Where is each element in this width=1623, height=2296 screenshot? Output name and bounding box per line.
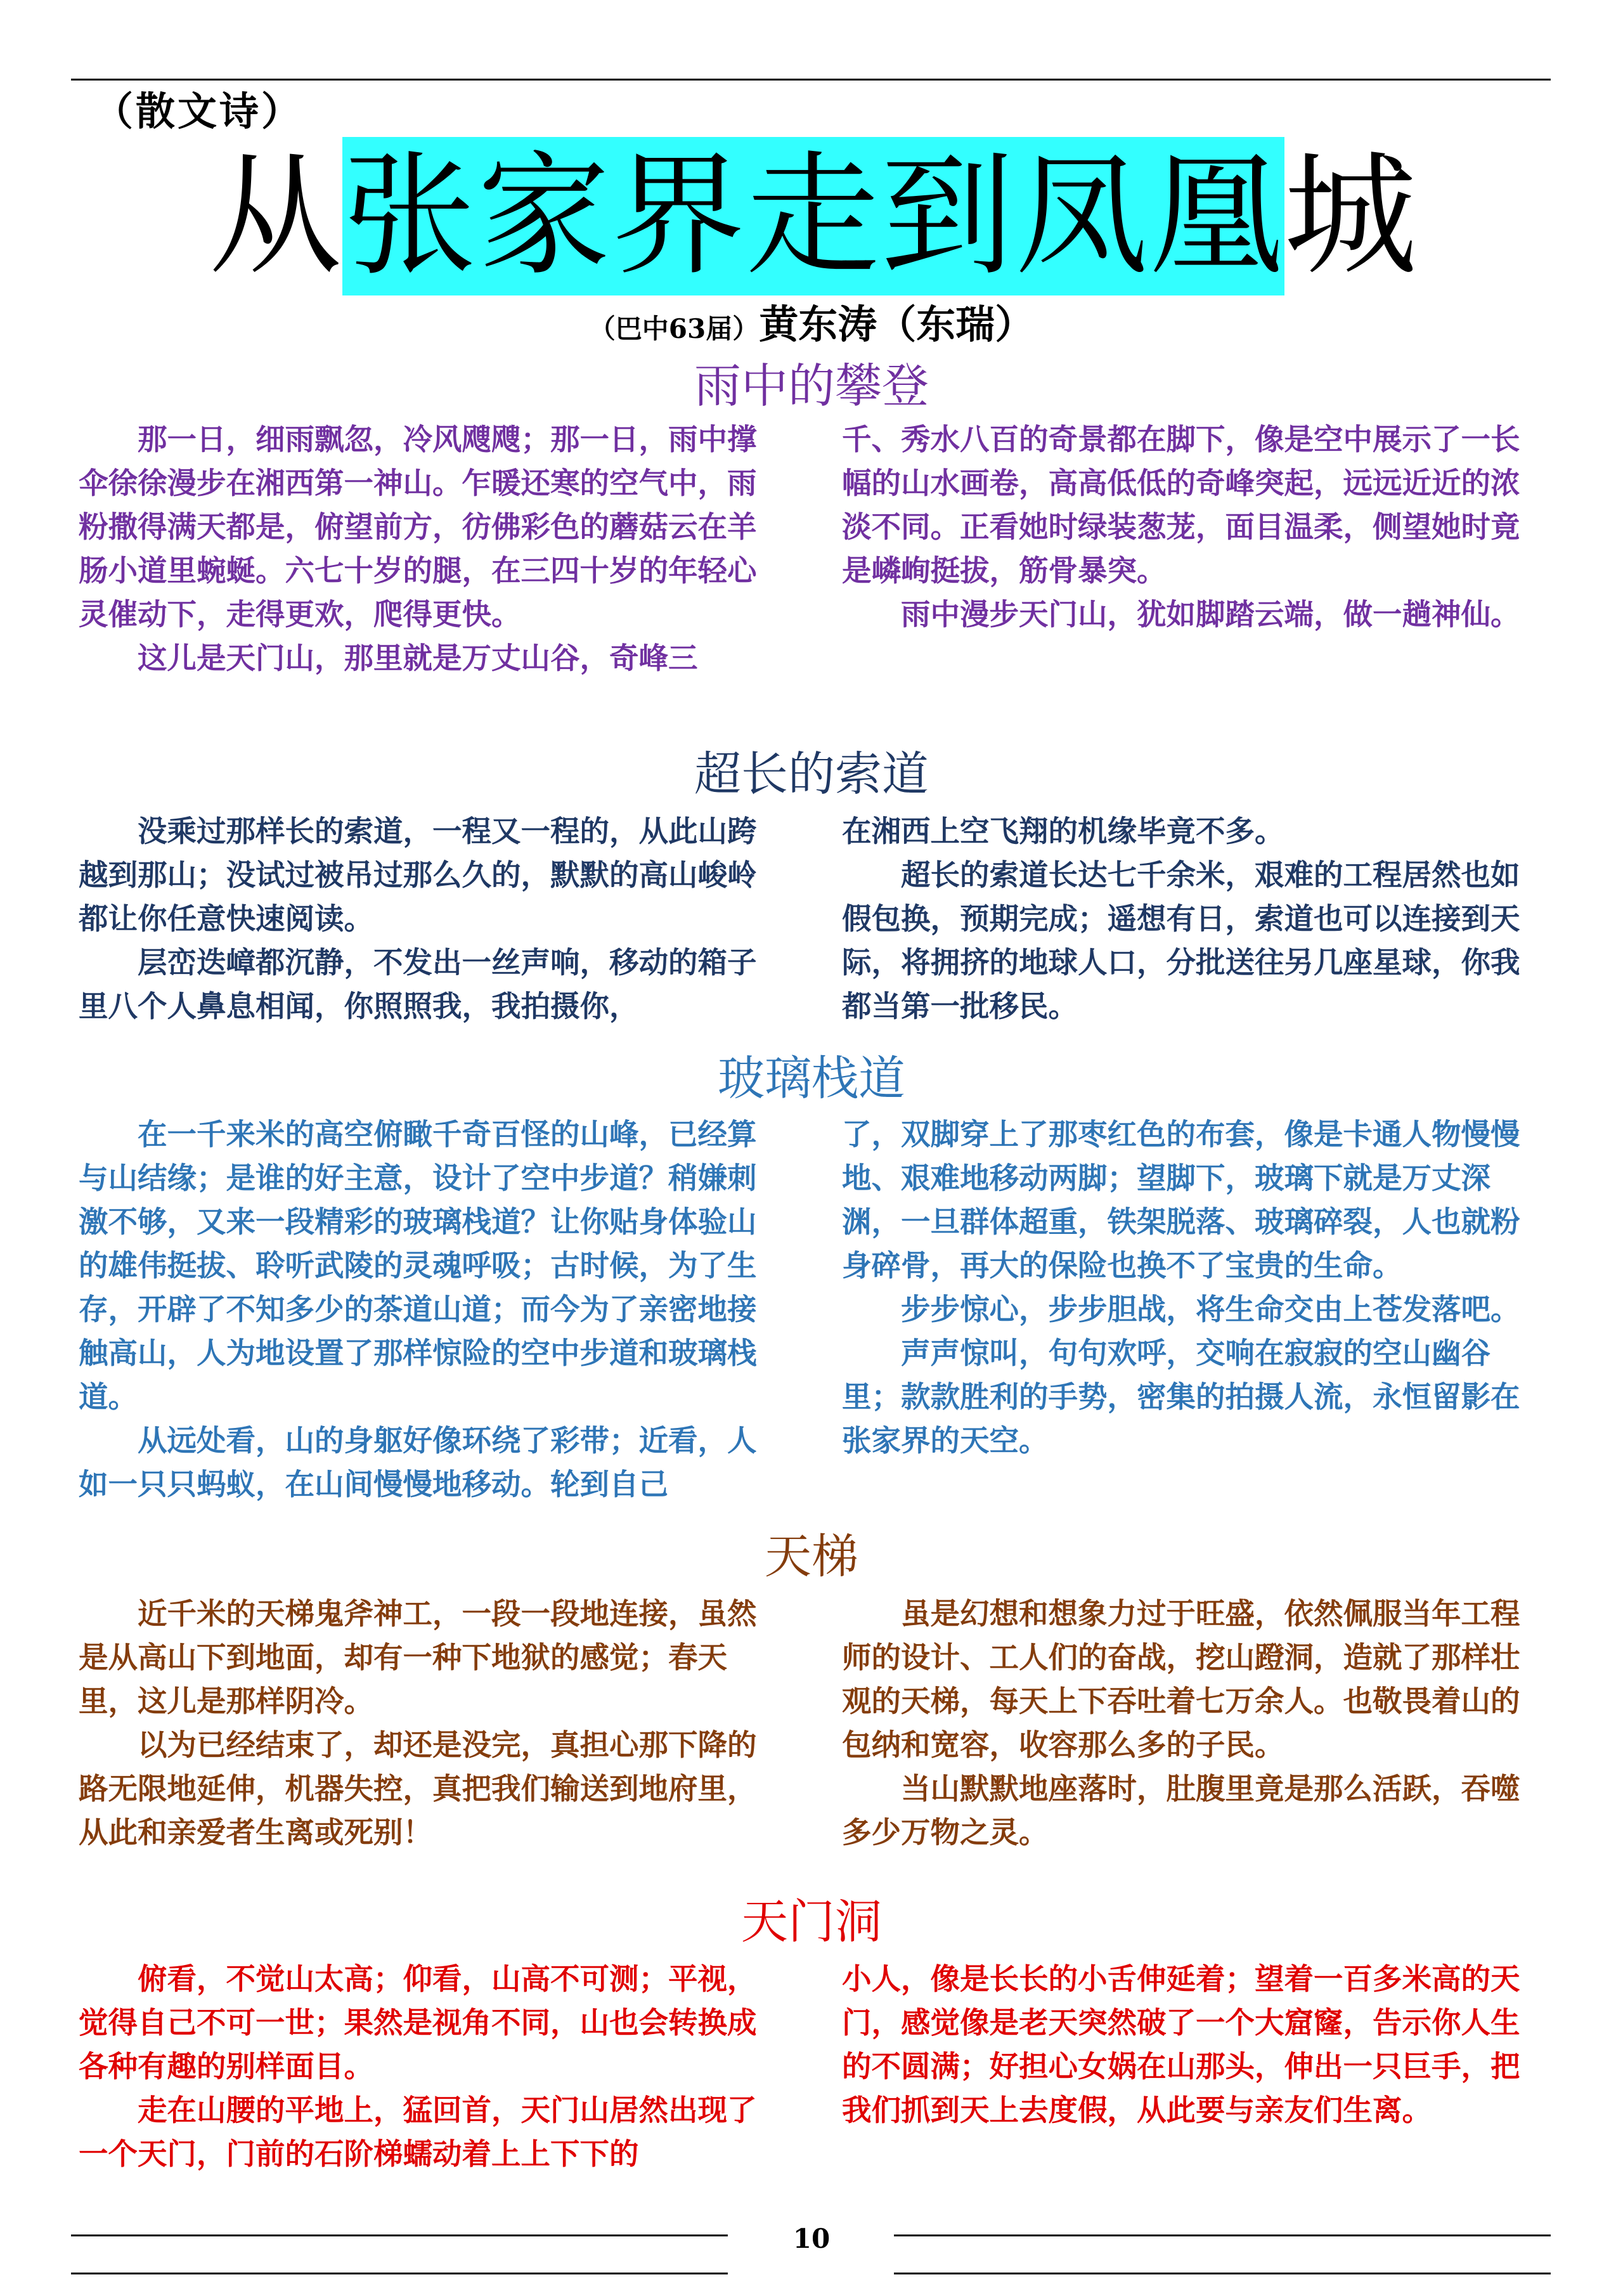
footer-rule-left-bottom bbox=[71, 2273, 728, 2274]
title-banner bbox=[209, 137, 1419, 295]
section-sky-ladder-right bbox=[842, 1592, 1530, 1854]
section-heading-glass-walkway: 玻璃栈道 bbox=[718, 1051, 905, 1106]
section-heading-cable-car: 超长的索道 bbox=[694, 747, 929, 801]
paragraph: 那一日，细雨飘忽，冷风飕飕；那一日，雨中撑伞徐徐漫步在湘西第一神山。乍暖还寒的空气中，雨粉撒得满天都是，俯望前方，彷佛彩色的蘑菇云在羊肠小道里蜿蜒。六七十岁的腿，在三四十岁的年轻心灵催动下，走得更欢，爬得更快。 bbox=[79, 422, 757, 632]
section-cable-car-left bbox=[79, 809, 766, 1028]
genre-label: （散文诗） bbox=[94, 88, 304, 134]
section-cable-car-right bbox=[842, 809, 1530, 1028]
section-rain-climb-right bbox=[842, 417, 1530, 636]
byline-school: （巴中63届） bbox=[588, 313, 760, 344]
paragraph: 在湘西上空飞翔的机缘毕竟不多。 bbox=[842, 814, 1284, 848]
section-heading-sky-ladder: 天梯 bbox=[765, 1529, 858, 1584]
section-rain-climb-left bbox=[79, 417, 766, 680]
section-glass-walkway-left bbox=[79, 1112, 766, 1506]
paragraph: 没乘过那样长的索道，一程又一程的，从此山跨越到那山；没试过被吊过那么久的，默默的高山峻岭都让你任意快速阅读。 bbox=[79, 814, 757, 936]
section-glass-walkway-right bbox=[842, 1112, 1530, 1462]
paragraph: 步步惊心，步步胆战，将生命交由上苍发落吧。 bbox=[901, 1292, 1520, 1326]
paragraph: 俯看，不觉山太高；仰看，山高不可测；平视，觉得自己不可一世；果然是视角不同，山也会转换成各种有趣的别样面目。 bbox=[79, 1961, 757, 2084]
section-heading-rain-climb: 雨中的攀登 bbox=[694, 359, 929, 413]
paragraph: 千、秀水八百的奇景都在脚下，像是空中展示了一长幅的山水画卷，高高低低的奇峰突起，远远近近的浓淡不同。正看她时绿装葱茏，面目温柔，侧望她时竟是嶙峋挺拔，筋骨暴突。 bbox=[842, 422, 1520, 588]
footer-rule-left-top bbox=[71, 2234, 728, 2236]
page-number: 10 bbox=[792, 2223, 831, 2254]
paragraph: 层峦迭嶂都沉静，不发出一丝声响，移动的箱子里八个人鼻息相闻，你照照我，我拍摄你， bbox=[79, 945, 757, 1023]
paragraph: 小人，像是长长的小舌伸延着；望着一百多米高的天门，感觉像是老天突然破了一个大窟窿，告示你人生的不圆满；好担心女娲在山那头，伸出一只巨手，把我们抓到天上去度假，从此要与亲友们生离。 bbox=[842, 1961, 1520, 2127]
paragraph: 当山默默地座落时，肚腹里竟是那么活跃，吞噬多少万物之灵。 bbox=[842, 1771, 1520, 1850]
section-heaven-gate-cave-right bbox=[842, 1957, 1530, 2132]
paragraph: 雨中漫步天门山，犹如脚踏云端，做一趟神仙。 bbox=[901, 597, 1520, 632]
paragraph: 在一千来米的高空俯瞰千奇百怪的山峰，已经算与山结缘；是谁的好主意，设计了空中步道？稍嫌刺激不够，又来一段精彩的玻璃栈道？让你贴身体验山的雄伟挺拔、聆听武陵的灵魂呼吸；古时候，为了生存，开辟了不知多少的茶道山道；而今为了亲密地接触高山，人为地设置了那样惊险的空中步道和玻璃栈道。 bbox=[79, 1117, 757, 1414]
paragraph: 虽是幻想和想象力过于旺盛，依然佩服当年工程师的设计、工人们的奋战，挖山蹬洞，造就了那样壮观的天梯，每天上下吞吐着七万余人。也敬畏着山的包纳和宽容，收容那么多的子民。 bbox=[842, 1596, 1520, 1762]
footer-rule-right-bottom bbox=[894, 2273, 1551, 2274]
paragraph: 从远处看，山的身躯好像环绕了彩带；近看，人如一只只蚂蚁，在山间慢慢地移动。轮到自己 bbox=[79, 1423, 757, 1501]
byline-author: 黄东涛（东瑞） bbox=[759, 301, 1035, 347]
footer-rule-right-top bbox=[894, 2234, 1551, 2236]
paragraph: 这儿是天门山，那里就是万丈山谷，奇峰三 bbox=[138, 640, 698, 675]
section-sky-ladder-left bbox=[79, 1592, 766, 1854]
paragraph: 以为已经结束了，却还是没完，真担心那下降的路无限地延伸，机器失控，真把我们输送到地府里，从此和亲爱者生离或死别！ bbox=[79, 1727, 757, 1850]
section-heading-heaven-gate-cave: 天门洞 bbox=[741, 1895, 882, 1949]
paragraph: 声声惊叫，句句欢呼，交响在寂寂的空山幽谷里；款款胜利的手势，密集的拍摄人流，永恒留影在张家界的天空。 bbox=[842, 1335, 1520, 1458]
paragraph: 近千米的天梯鬼斧神工，一段一段地连接，虽然是从高山下到地面，却有一种下地狱的感觉；春天里，这儿是那样阴冷。 bbox=[79, 1596, 757, 1718]
article-title: 从张家界走到凤凰城 bbox=[209, 138, 1419, 294]
section-heaven-gate-cave-left bbox=[79, 1957, 766, 2176]
paragraph: 了，双脚穿上了那枣红色的布套，像是卡通人物慢慢地、艰难地移动两脚；望脚下，玻璃下就是万丈深渊，一旦群体超重，铁架脱落、玻璃碎裂，人也就粉身碎骨，再大的保险也换不了宝贵的生命。 bbox=[842, 1117, 1520, 1283]
paragraph: 走在山腰的平地上，猛回首，天门山居然出现了一个天门，门前的石阶梯蠕动着上上下下的 bbox=[79, 2092, 757, 2171]
paragraph: 超长的索道长达七千余米，艰难的工程居然也如假包换，预期完成；遥想有日，索道也可以连接到天际，将拥挤的地球人口，分批送往另几座星球，你我都当第一批移民。 bbox=[842, 857, 1520, 1023]
byline bbox=[0, 293, 1623, 349]
